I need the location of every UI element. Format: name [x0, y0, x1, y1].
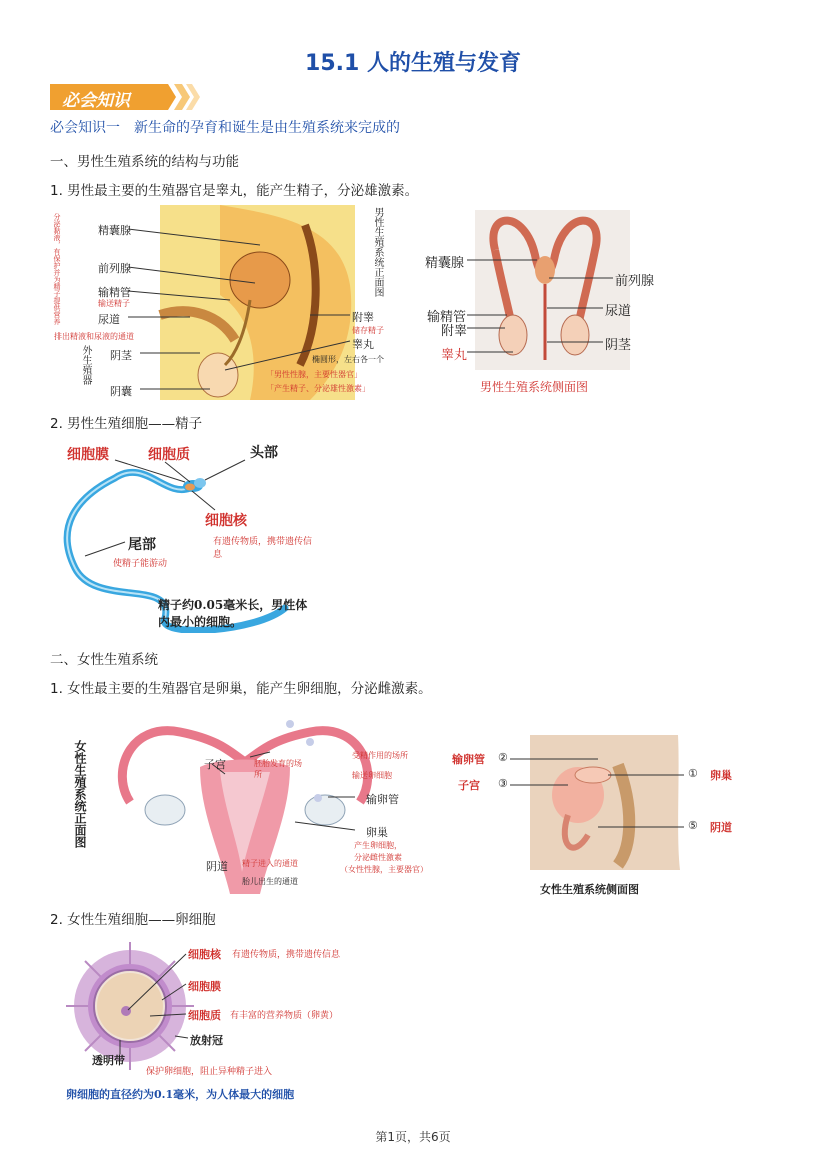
- side-label-vagina: 阴道: [710, 821, 732, 834]
- testis-note-role: 「男性性腺，主要性器官」: [266, 370, 362, 379]
- label-vas-deferens: 输精管: [98, 286, 131, 299]
- female-label-uterus: 子宫: [204, 758, 226, 771]
- egg-label-cytoplasm: 细胞质: [188, 1009, 221, 1022]
- epididymis-note: 储存精子: [352, 326, 384, 335]
- side-label-testis: 睾丸: [441, 348, 468, 363]
- side-label-seminal-vesicle: 精囊腺: [425, 256, 465, 271]
- page-number: 第1页，共6页: [375, 1130, 451, 1144]
- testis-note-function: 「产生精子、分泌雄性激素」: [266, 384, 370, 393]
- female-label-ovary: 卵巢: [366, 826, 388, 839]
- tube-note-fertilization: 受精作用的场所: [352, 751, 408, 760]
- must-know-banner: [50, 82, 200, 112]
- female-point-1: 1. 女性最主要的生殖器官是卵巢，能产生卵细胞，分泌雌激素。: [50, 681, 432, 697]
- egg-label-nucleus: 细胞核: [188, 948, 221, 961]
- female-front-figure: [70, 712, 430, 894]
- female-label-vagina: 阴道: [206, 860, 228, 873]
- male-side-figure: [425, 210, 665, 400]
- ovary-note-1: 产生卵细胞，: [354, 841, 402, 850]
- female-side-illustration: [448, 735, 768, 900]
- male-front-figure: [50, 205, 395, 400]
- sperm-nucleus-note: 有遗传物质，携带遗传信息: [213, 537, 313, 560]
- side-label-prostate: 前列腺: [615, 274, 655, 289]
- side-label-vas-deferens: 输精管: [427, 310, 467, 325]
- side-label-ovary: 卵巢: [710, 769, 732, 782]
- egg-nucleus-note: 有遗传物质，携带遗传信息: [232, 950, 341, 960]
- sperm-label-tail: 尾部: [128, 537, 156, 553]
- female-point-2: 2. 女性生殖细胞——卵细胞: [50, 912, 216, 928]
- female-side-figure: [448, 735, 768, 900]
- male-point-1: 1. 男性最主要的生殖器官是睾丸，能产生精子，分泌雄激素。: [50, 183, 419, 199]
- label-scrotum: 阴囊: [110, 385, 132, 398]
- male-front-vertical-title: 男性生殖系统正面图: [372, 207, 383, 297]
- side-label-urethra: 尿道: [605, 304, 632, 319]
- female-front-vertical-title: 女性生殖系统正面图: [73, 740, 87, 848]
- label-prostate: 前列腺: [98, 262, 131, 275]
- side-num-1: ①: [688, 767, 698, 780]
- side-label-epididymis: 附睾: [441, 324, 468, 339]
- label-epididymis: 附睾: [352, 311, 374, 324]
- seminal-gland-note: 分泌黏液，有保护并为精子提供营养: [53, 213, 61, 325]
- page-title: 15.1 人的生殖与发育: [305, 51, 521, 76]
- egg-label-membrane: 细胞膜: [188, 980, 221, 993]
- uterus-note: 胚胎发育的场所: [254, 759, 302, 779]
- sperm-label-nucleus: 细胞核: [205, 513, 247, 529]
- sperm-size-note: 精子约0.05毫米长，男性体内最小的细胞。: [158, 598, 308, 629]
- egg-label-corona: 放射冠: [190, 1034, 223, 1047]
- sperm-label-head: 头部: [250, 445, 278, 461]
- side-label-tube: 输卵管: [452, 753, 485, 766]
- sperm-label-cytoplasm: 细胞质: [148, 447, 190, 463]
- male-point-2: 2. 男性生殖细胞——精子: [50, 416, 203, 432]
- egg-cytoplasm-note: 有丰富的营养物质（卵黄）: [230, 1011, 339, 1021]
- knowledge-one-label: 必会知识一: [50, 120, 120, 136]
- side-num-2: ②: [498, 751, 508, 764]
- side-label-uterus: 子宫: [458, 779, 480, 792]
- egg-size-note: 卵细胞的直径约为0.1毫米，为人体最大的细胞: [66, 1088, 295, 1101]
- sperm-tail-note: 使精子能游动: [113, 559, 168, 569]
- egg-label-zona: 透明带: [92, 1054, 125, 1067]
- label-external-genitalia: 外生殖器: [80, 345, 91, 385]
- sperm-label-membrane: 细胞膜: [67, 447, 109, 463]
- tube-note-transport: 输送卵细胞: [352, 771, 392, 780]
- female-label-tube: 输卵管: [366, 793, 399, 806]
- sperm-figure: [55, 438, 315, 633]
- vagina-note-1: 精子进入的通道: [242, 859, 298, 868]
- egg-zona-note: 保护卵细胞，阻止异种精子进入: [146, 1067, 273, 1077]
- label-testis: 睾丸: [352, 338, 374, 351]
- testis-note-shape: 椭圆形，左右各一个: [312, 355, 384, 364]
- knowledge-one-heading: [50, 117, 400, 137]
- male-section-heading: 一、男性生殖系统的结构与功能: [50, 154, 239, 170]
- male-side-caption: 男性生殖系统侧面图: [480, 380, 589, 394]
- egg-figure: [60, 936, 380, 1106]
- ovary-note-3: （女性性腺，主要器官）: [340, 865, 428, 874]
- label-penis: 阴茎: [110, 349, 132, 362]
- knowledge-one-text: 新生命的孕育和诞生是由生殖系统来完成的: [134, 120, 400, 136]
- side-num-3: ③: [498, 777, 508, 790]
- side-num-5: ⑤: [688, 819, 698, 832]
- female-section-heading: 二、女性生殖系统: [50, 652, 158, 668]
- vagina-note-2: 胎儿出生的通道: [242, 877, 298, 886]
- label-seminal-vesicle: 精囊腺: [98, 224, 131, 237]
- ovary-note-2: 分泌雌性激素: [354, 853, 402, 862]
- label-urethra: 尿道: [98, 313, 120, 326]
- banner-label: 必会知识: [62, 91, 130, 111]
- side-label-penis: 阴茎: [605, 338, 632, 353]
- urethra-note: 排出精液和尿液的通道: [54, 332, 134, 341]
- vas-deferens-note: 输送精子: [98, 299, 130, 308]
- female-side-caption: 女性生殖系统侧面图: [540, 883, 639, 896]
